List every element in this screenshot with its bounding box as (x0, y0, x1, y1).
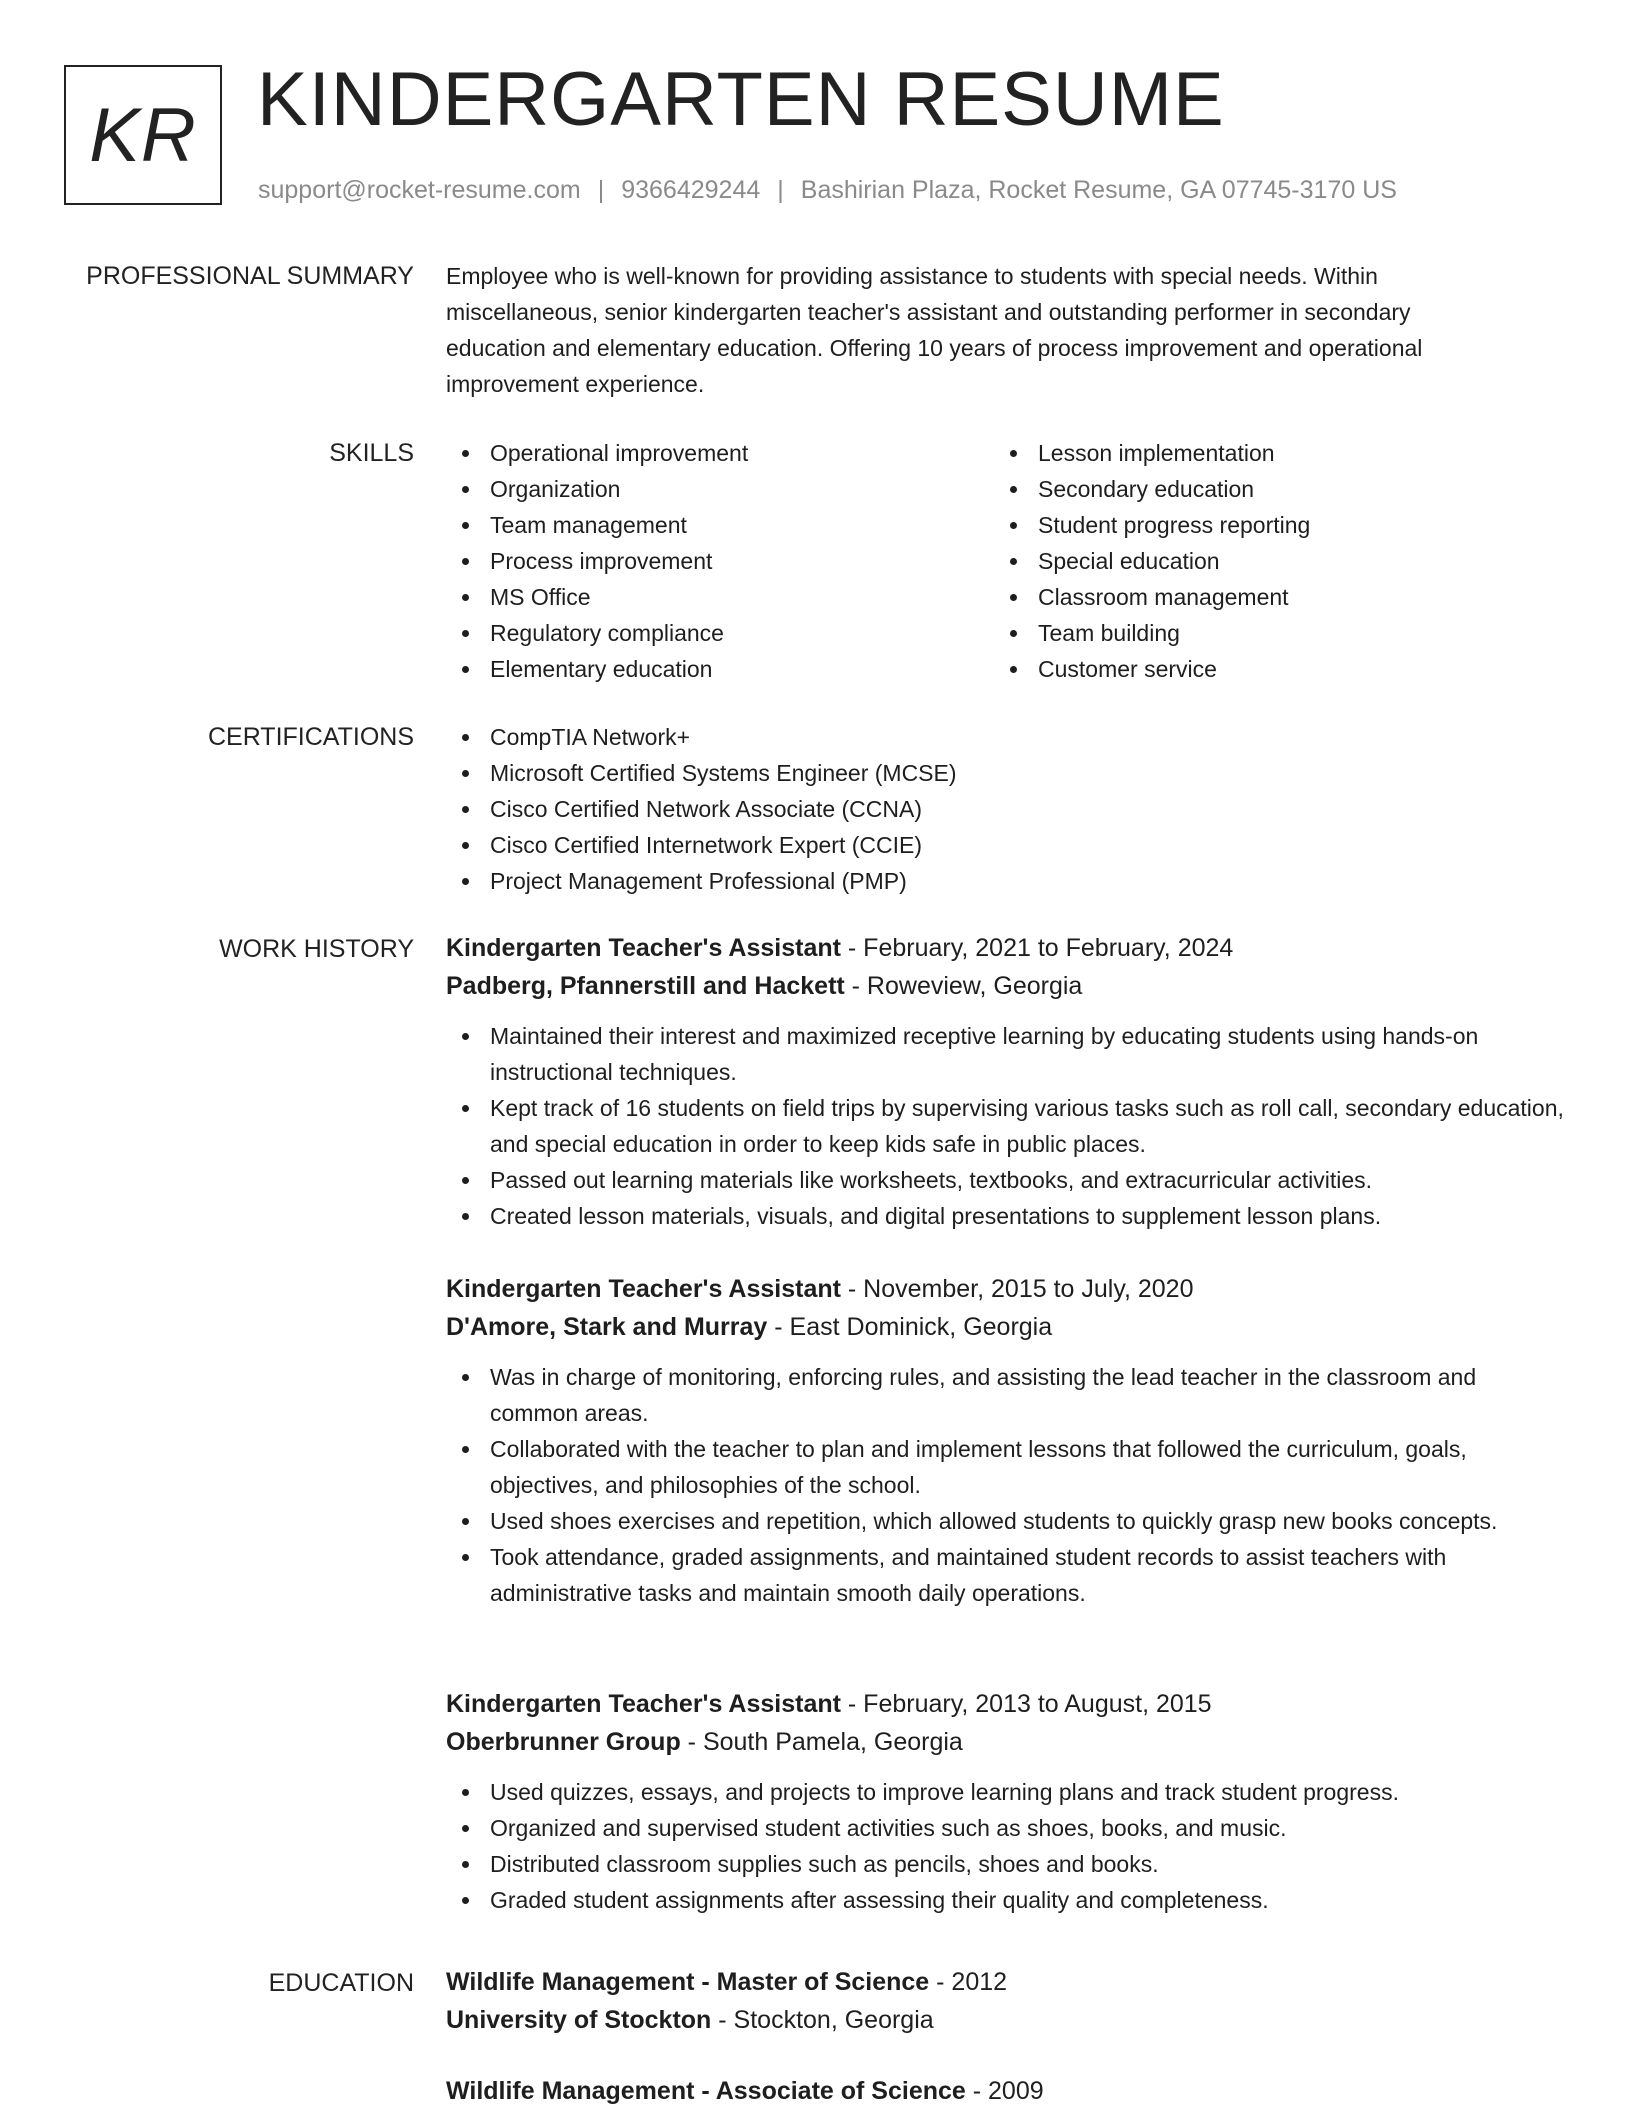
job-company-line (446, 1723, 1566, 1761)
job-bullet: Maintained their interest and maximized receptive learning by educating students using hands-on instructional techniques. (446, 1018, 1566, 1090)
job-location: - Roweview, Georgia (844, 972, 1083, 1000)
certifications-list (446, 719, 1566, 899)
job-title-line (446, 929, 1566, 967)
education-location: - Stockton, Georgia (711, 2006, 934, 2034)
skill-item: Secondary education (994, 471, 1534, 507)
education-degree: Wildlife Management - Master of Science (446, 1968, 930, 1996)
job-location: - East Dominick, Georgia (767, 1313, 1053, 1341)
job-bullet: Was in charge of monitoring, enforcing rules, and assisting the lead teacher in the classroom and common areas. (446, 1359, 1566, 1431)
skill-item: Team building (994, 615, 1534, 651)
education-degree-line (446, 1963, 1566, 2001)
job-bullets (446, 1018, 1566, 1234)
section-label-summary: PROFESSIONAL SUMMARY (86, 262, 414, 290)
job-bullet: Collaborated with the teacher to plan and implement lessons that followed the curriculum, goals, objectives, and philosophies of the school. (446, 1431, 1566, 1503)
certification-item: Project Management Professional (PMP) (446, 863, 1566, 899)
job-bullet: Graded student assignments after assessing their quality and completeness. (446, 1882, 1566, 1918)
job-bullets (446, 1359, 1566, 1611)
job-company: D'Amore, Stark and Murray (446, 1313, 768, 1341)
certifications-section (446, 719, 1566, 899)
job-bullet: Used quizzes, essays, and projects to improve learning plans and track student progress. (446, 1774, 1566, 1810)
contact-email: support@rocket-resume.com (258, 176, 581, 204)
contact-address: Bashirian Plaza, Rocket Resume, GA 07745-3170 US (800, 176, 1397, 204)
summary-section (446, 258, 1566, 402)
job-dates: - February, 2021 to February, 2024 (840, 934, 1234, 962)
skill-item: Team management (446, 507, 986, 543)
skills-list-left (446, 435, 986, 687)
job-bullet: Passed out learning materials like worksheets, textbooks, and extracurricular activities. (446, 1162, 1566, 1198)
contact-separator: | (597, 176, 605, 204)
job-bullet: Created lesson materials, visuals, and digital presentations to supplement lesson plans. (446, 1198, 1566, 1234)
job-dates: - February, 2013 to August, 2015 (840, 1690, 1212, 1718)
education-degree-line (446, 2072, 1566, 2110)
education-year: - 2012 (929, 1968, 1008, 1996)
job-title: Kindergarten Teacher's Assistant (446, 934, 841, 962)
job-bullet: Kept track of 16 students on field trips by supervising various tasks such as roll call, secondary education, and special education in order to keep kids safe in public places. (446, 1090, 1566, 1162)
section-label-skills: SKILLS (329, 439, 414, 467)
skills-list-right (994, 435, 1534, 687)
job-company: Oberbrunner Group (446, 1728, 681, 1756)
skill-item: MS Office (446, 579, 986, 615)
skill-item: Regulatory compliance (446, 615, 986, 651)
job-location: - South Pamela, Georgia (680, 1728, 963, 1756)
section-label-certifications: CERTIFICATIONS (207, 723, 414, 751)
skill-item: Operational improvement (446, 435, 986, 471)
certification-item: Cisco Certified Network Associate (CCNA) (446, 791, 1566, 827)
monogram-badge: KR (64, 65, 222, 205)
skill-item: Elementary education (446, 651, 986, 687)
skill-item: Lesson implementation (994, 435, 1534, 471)
job-bullet: Took attendance, graded assignments, and maintained student records to assist teachers with administrative tasks and maintain smooth daily operations. (446, 1539, 1566, 1611)
summary-line: education and elementary education. Offering 10 years of process improvement and operational (446, 335, 1423, 361)
job-company: Padberg, Pfannerstill and Hackett (446, 972, 845, 1000)
job-title: Kindergarten Teacher's Assistant (446, 1275, 841, 1303)
job-title-line (446, 1685, 1566, 1723)
job-dates: - November, 2015 to July, 2020 (840, 1275, 1194, 1303)
resume-title: KINDERGARTEN RESUME (257, 57, 1225, 142)
job-title: Kindergarten Teacher's Assistant (446, 1690, 841, 1718)
contact-phone: 9366429244 (621, 176, 761, 204)
job-entry (446, 1270, 1566, 1611)
skill-item: Student progress reporting (994, 507, 1534, 543)
job-bullet: Organized and supervised student activities such as shoes, books, and music. (446, 1810, 1566, 1846)
skill-item: Classroom management (994, 579, 1534, 615)
skill-item: Organization (446, 471, 986, 507)
skill-item: Special education (994, 543, 1534, 579)
job-bullet: Distributed classroom supplies such as pencils, shoes and books. (446, 1846, 1566, 1882)
job-bullet: Used shoes exercises and repetition, which allowed students to quickly grasp new books concepts. (446, 1503, 1566, 1539)
skills-section (446, 435, 1566, 695)
contact-line (258, 173, 1397, 207)
education-entry (446, 1963, 1566, 2039)
section-label-education: EDUCATION (268, 1969, 414, 1997)
job-entry (446, 929, 1566, 1234)
education-degree: Wildlife Management - Associate of Science (446, 2077, 966, 2105)
job-title-line (446, 1270, 1566, 1308)
job-company-line (446, 1308, 1566, 1346)
job-entry (446, 1685, 1566, 1918)
summary-line: improvement experience. (446, 371, 705, 397)
summary-line: Employee who is well-known for providing assistance to students with special needs. Within (446, 263, 1378, 289)
certification-item: Microsoft Certified Systems Engineer (MCSE) (446, 755, 1566, 791)
certification-item: Cisco Certified Internetwork Expert (CCIE) (446, 827, 1566, 863)
job-company-line (446, 967, 1566, 1005)
skill-item: Customer service (994, 651, 1534, 687)
contact-separator: | (777, 176, 784, 204)
education-school-line (446, 2001, 1566, 2039)
job-bullets (446, 1774, 1566, 1918)
education-entry (446, 2072, 1566, 2110)
certification-item: CompTIA Network+ (446, 719, 1566, 755)
skill-item: Process improvement (446, 543, 986, 579)
section-label-work-history: WORK HISTORY (219, 935, 414, 963)
summary-line: miscellaneous, senior kindergarten teacher's assistant and outstanding performer in secondary (446, 299, 1411, 325)
education-school: University of Stockton (446, 2006, 712, 2034)
education-year: - 2009 (965, 2077, 1044, 2105)
